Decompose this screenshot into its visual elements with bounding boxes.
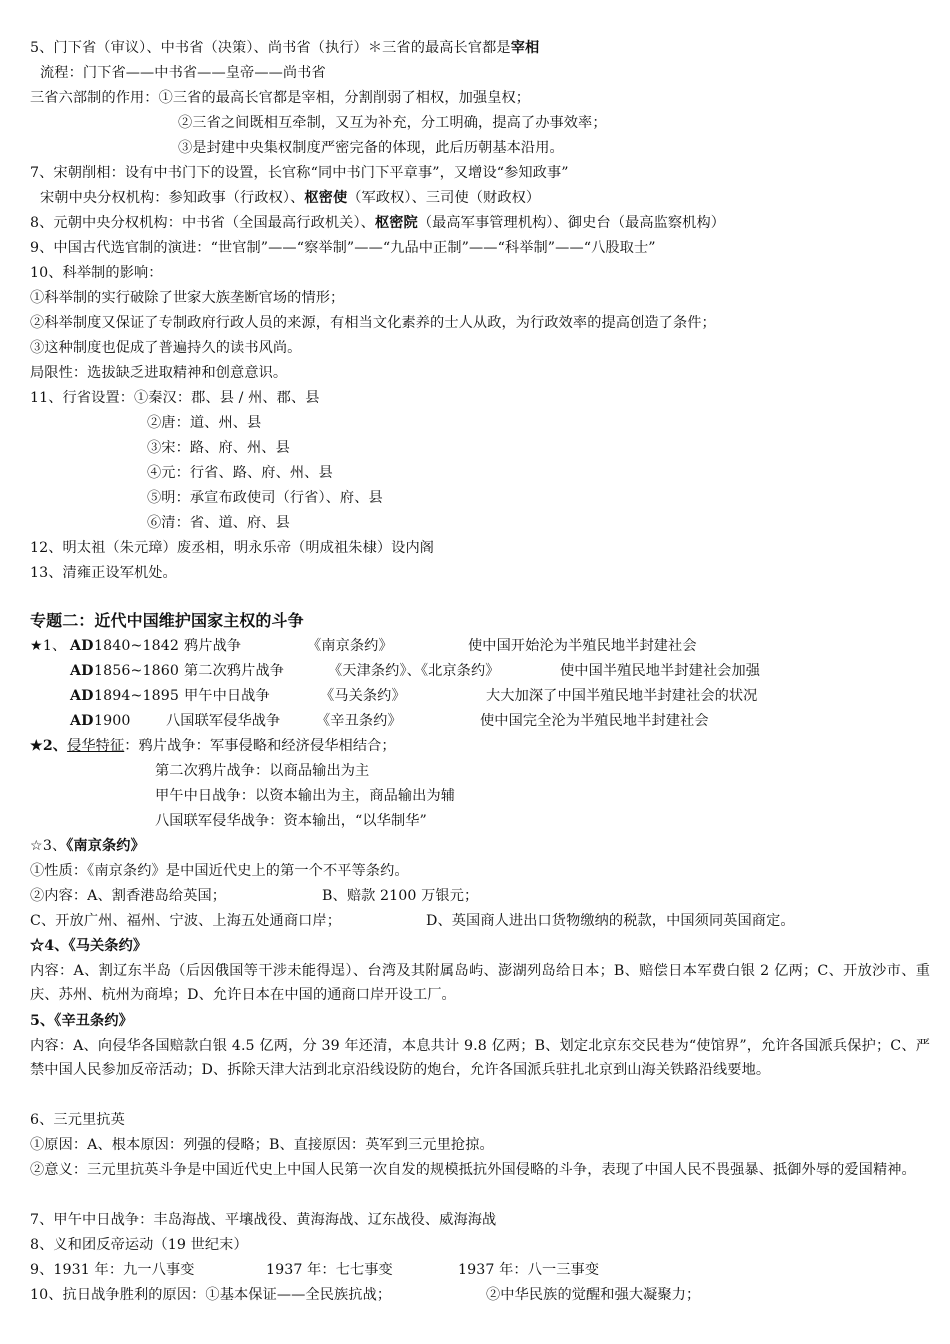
text-line: 5、《辛丑条约》	[30, 1013, 133, 1029]
text-line: ⑥清：省、道、府、县	[147, 515, 290, 531]
war-row: AD 1900 八国联军侵华战争 《辛丑条约》 使中国完全沦为半殖民地半封建社会	[70, 713, 709, 729]
text-line: ②内容：A、割香港岛给英国； B、赔款 2100 万银元；	[30, 888, 479, 904]
text-paragraph: 内容：A、割辽东半岛（后因俄国等干涉未能得逞）、台湾及其附属岛屿、澎湖列岛给日本；B、赔偿日本军费白银 2 亿两；C、开放沙市、重庆、苏州、杭州为商埠；D、允许日本在中国的通商口岸开设工厂。	[30, 963, 930, 1003]
text-line: ②唐：道、州、县	[147, 415, 262, 431]
text-line: 9、中国古代选官制的演进：“世官制”——“察举制”——“九品中正制”——“科举制”——“八股取士”	[30, 240, 656, 256]
text-line: ☆3、《南京条约》	[30, 838, 145, 854]
section-heading: 专题二：近代中国维护国家主权的斗争	[30, 611, 304, 630]
text-line: 8、元朝中央分权机构：中书省（全国最高行政机关）、枢密院（最高军事管理机构）、御史台（最高监察机构）	[30, 215, 726, 231]
text-line: 8、义和团反帝运动（19 世纪末）	[30, 1237, 248, 1253]
text-line: 三省六部制的作用：①三省的最高长官都是宰相，分割削弱了相权，加强皇权；	[30, 90, 531, 106]
text-line: ①科举制的实行破除了世家大族垄断官场的情形；	[30, 290, 345, 306]
text-line: 流程：门下省——中书省——皇帝——尚书省	[40, 65, 326, 81]
text-line: 5、门下省（审议）、中书省（决策）、尚书省（执行）＊三省的最高长官都是宰相	[30, 40, 540, 56]
text-line: ⑤明：承宣布政使司（行省）、府、县	[147, 490, 383, 506]
text-line: 宋朝中央分权机构：参知政事（行政权）、枢密使（军政权）、三司使（财政权）	[40, 190, 541, 206]
text-line: 9、1931 年：九一八事变 1937 年：七七事变 1937 年：八一三事变	[30, 1262, 600, 1278]
text-line: 局限性：选拔缺乏进取精神和创意意识。	[30, 365, 288, 381]
text-line: ★2、侵华特征：鸦片战争：军事侵略和经济侵华相结合；	[30, 738, 396, 754]
text-line: 甲午中日战争：以资本输出为主，商品输出为辅	[155, 788, 456, 804]
war-row: ★1、 AD 1840~1842 鸦片战争 《南京条约》 使中国开始沦为半殖民地半封建社会	[30, 638, 697, 654]
text-line: 10、抗日战争胜利的原因：①基本保证——全民族抗战； ②中华民族的觉醒和强大凝聚力；	[30, 1287, 701, 1303]
text-line: ③这种制度也促成了普遍持久的读书风尚。	[30, 340, 302, 356]
text-line: 八国联军侵华战争：资本输出，“以华制华”	[155, 813, 427, 829]
text-line: 6、三元里抗英	[30, 1112, 125, 1128]
war-row: AD 1894~1895 甲午中日战争 《马关条约》 大大加深了中国半殖民地半封建社会的状况	[70, 688, 758, 704]
text-line: ②三省之间既相互牵制，又互为补充，分工明确，提高了办事效率；	[178, 115, 607, 131]
text-paragraph: 内容：A、向侵华各国赔款白银 4.5 亿两，分 39 年还清，本息共计 9.8 亿两；B、划定北京东交民巷为“使馆界”，允许各国派兵保护；C、严禁中国人民参加反帝活动；D、拆除天津大沽到北京沿线设防的炮台，允许各国派兵驻扎北京到山海关铁路沿线要地。	[30, 1038, 930, 1078]
text-line: ③宋：路、府、州、县	[147, 440, 290, 456]
text-line: 第二次鸦片战争：以商品输出为主	[155, 763, 370, 779]
text-line: ③是封建中央集权制度严密完备的体现，此后历朝基本沿用。	[178, 140, 564, 156]
text-line: ☆4、《马关条约》	[30, 938, 148, 954]
text-line: ④元：行省、路、府、州、县	[147, 465, 333, 481]
text-line: ①性质：《南京条约》是中国近代史上的第一个不平等条约。	[30, 863, 409, 879]
text-line: 13、清雍正设军机处。	[30, 565, 177, 581]
text-line: 11、行省设置：①秦汉：郡、县 / 州、郡、县	[30, 390, 320, 406]
text-line: 7、甲午中日战争：丰岛海战、平壤战役、黄海海战、辽东战役、威海海战	[30, 1212, 497, 1228]
text-line: ①原因：A、根本原因：列强的侵略；B、直接原因：英军到三元里抢掠。	[30, 1137, 494, 1153]
text-line: 10、科举制的影响：	[30, 265, 163, 281]
text-paragraph: ②意义：三元里抗英斗争是中国近代史上中国人民第一次自发的规模抵抗外国侵略的斗争，表现了中国人民不畏强暴、抵御外辱的爱国精神。	[30, 1162, 916, 1178]
text-line: 12、明太祖（朱元璋）废丞相，明永乐帝（明成祖朱棣）设内阁	[30, 540, 435, 556]
text-line: C、开放广州、福州、宁波、上海五处通商口岸； D、英国商人进出口货物缴纳的税款，中国须同英国商定。	[30, 913, 795, 929]
war-row: AD 1856~1860 第二次鸦片战争 《天津条约》、《北京条约》 使中国半殖民地半封建社会加强	[70, 663, 761, 679]
text-line: 7、宋朝削相：设有中书门下的设置，长官称“同中书门下平章事”，又增设“参知政事”	[30, 165, 569, 181]
text-line: ②科举制度又保证了专制政府行政人员的来源，有相当文化素养的士人从政，为行政效率的提高创造了条件；	[30, 315, 716, 331]
